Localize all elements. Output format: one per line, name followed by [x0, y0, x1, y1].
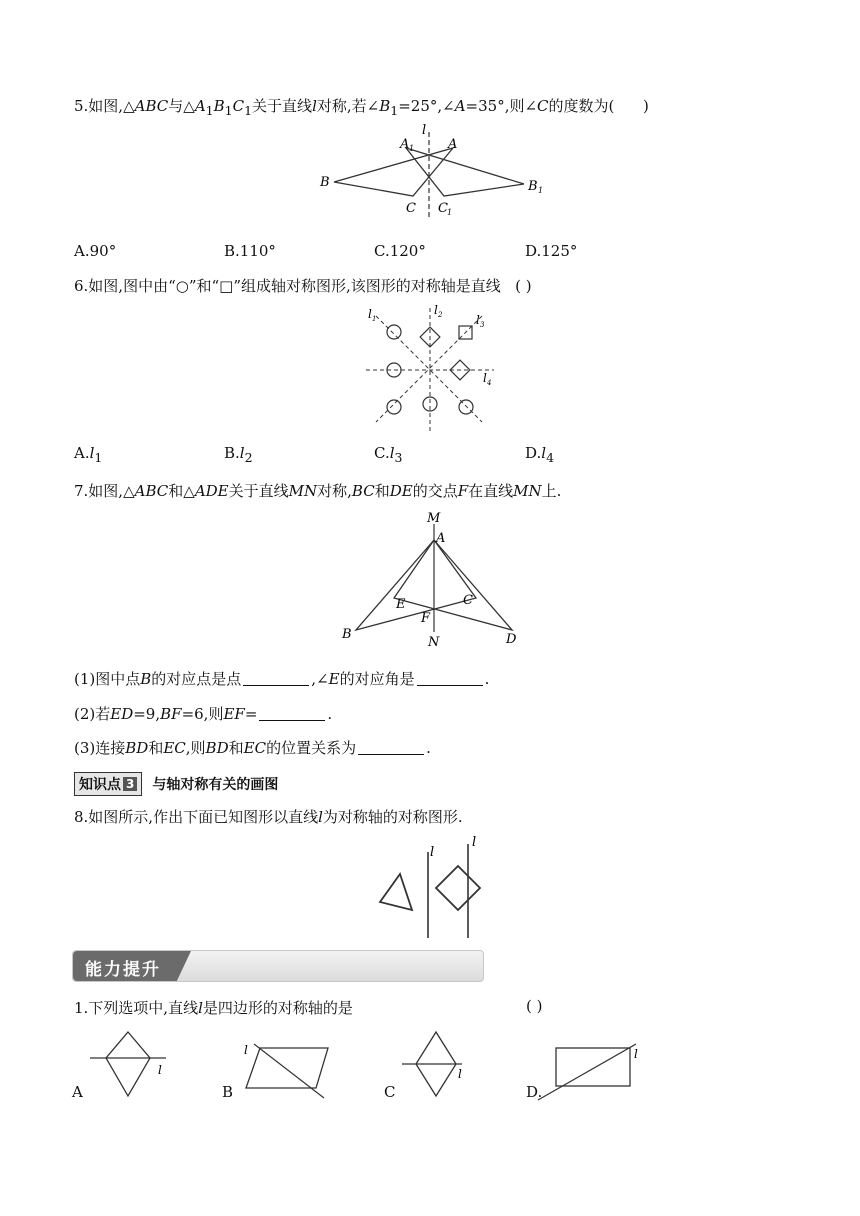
p1-stem: 1.下列选项中,直线l是四边形的对称轴的是 [74, 999, 353, 1017]
q7-triangle-abc [356, 540, 476, 630]
q7-label-f: F [421, 611, 431, 626]
q5-triangle-abc [334, 148, 453, 196]
p1-option-a[interactable]: A [72, 1083, 83, 1101]
q8-triangle [380, 874, 412, 910]
q5-label-b: B [320, 175, 330, 190]
q6-label-l2: l [434, 303, 438, 317]
p1-option-c-figure [400, 1028, 484, 1098]
section-title: 与轴对称有关的画图 [152, 777, 279, 793]
svg-text:l: l [458, 1067, 462, 1081]
q7-blank-3[interactable] [259, 706, 325, 721]
q6-option-a[interactable]: $A.l_1$ [74, 444, 103, 465]
q7-blank-4[interactable] [358, 740, 424, 755]
q8-stem: 8.如图所示,作出下面已知图形以直线l为对称轴的对称图形. [74, 808, 463, 826]
banner-title: 能力提升 [85, 960, 161, 980]
q8-label-l1: l [430, 845, 435, 860]
ability-banner [72, 950, 484, 982]
q7-part2: (2)若ED=9,BF=6,则EF= . [74, 705, 333, 723]
q5-option-b[interactable]: B.110° [224, 242, 276, 260]
q5-label-a1: A [400, 137, 410, 152]
q6-option-c[interactable]: $C.l_3$ [374, 444, 403, 465]
q5-label-a: A [448, 137, 458, 152]
q7-blank-2[interactable] [417, 671, 483, 686]
q7-label-n: N [428, 635, 440, 648]
p1-option-d[interactable]: D. [526, 1083, 543, 1101]
q5-triangle-a1b1c1 [406, 148, 524, 196]
q7-label-b: B [342, 627, 352, 642]
q7-label-m: M [427, 511, 441, 526]
svg-text:l: l [634, 1047, 638, 1061]
p1-paren: ( ) [526, 997, 543, 1015]
p1-option-b-figure [240, 1040, 332, 1100]
q7-part3: (3)连接BD和EC,则BD和EC的位置关系为 . [74, 739, 431, 757]
q7-label-d: D [506, 632, 517, 647]
q5-option-c[interactable]: C.120° [374, 242, 426, 260]
p1-option-c[interactable]: C [384, 1083, 396, 1101]
svg-text:3: 3 [480, 321, 485, 329]
q5-stem: 5.如图,△ABC与$\triangle A_1B_1C_1$关于直线l对称,若$\angle B_1=25^\circ,\angle A=35^\circ$,则∠C的度数为( ) [74, 97, 649, 118]
q7-triangle-ade [394, 540, 512, 630]
section-tag: 知识点 3 [74, 772, 142, 796]
q6-figure [362, 302, 502, 436]
q5-label-c1: C [438, 201, 448, 216]
q5-option-d[interactable]: D.125° [525, 242, 578, 260]
svg-text:l: l [244, 1043, 248, 1057]
q7-stem: 7.如图,△ABC和△ADE关于直线MN对称,BC和DE的交点F在直线MN上. [74, 482, 562, 500]
svg-text:4: 4 [487, 379, 492, 387]
p1-option-d-figure [536, 1040, 648, 1102]
q5-label-l: l [422, 124, 427, 138]
q6-label-l1: l [368, 307, 372, 321]
q6-stem: 6.如图,图中由“○”和“□”组成轴对称图形,该图形的对称轴是直线 ( ) [74, 277, 532, 295]
svg-text:1: 1 [538, 186, 544, 195]
svg-text:2: 2 [438, 311, 443, 319]
svg-text:1: 1 [447, 208, 453, 217]
q7-part1: (1)图中点B的对应点是点 ,∠E的对应角是 . [74, 670, 490, 688]
q5-label-c: C [406, 201, 416, 216]
p1-option-a-figure [88, 1028, 172, 1098]
q5-label-b1: B [528, 179, 538, 194]
q7-label-e: E [396, 597, 406, 612]
q5-option-a[interactable]: A.90° [74, 242, 117, 260]
svg-text:1: 1 [409, 144, 415, 153]
p1-option-b[interactable]: B [222, 1083, 234, 1101]
q7-figure [336, 510, 526, 648]
q7-blank-1[interactable] [243, 671, 309, 686]
q8-label-l2: l [472, 835, 477, 850]
q6-option-d[interactable]: $D.l_4$ [525, 444, 555, 465]
q6-label-l4: l [483, 371, 487, 385]
svg-text:1: 1 [372, 315, 377, 323]
q7-label-c: C [463, 593, 473, 608]
q6-label-l3: l [476, 313, 480, 327]
section-header [74, 772, 278, 796]
q7-label-a: A [436, 531, 446, 546]
svg-text:l: l [158, 1063, 162, 1077]
q5-figure [318, 124, 548, 220]
q8-figure [372, 832, 492, 942]
q6-option-b[interactable]: $B.l_2$ [224, 444, 253, 465]
q8-square [436, 866, 480, 910]
